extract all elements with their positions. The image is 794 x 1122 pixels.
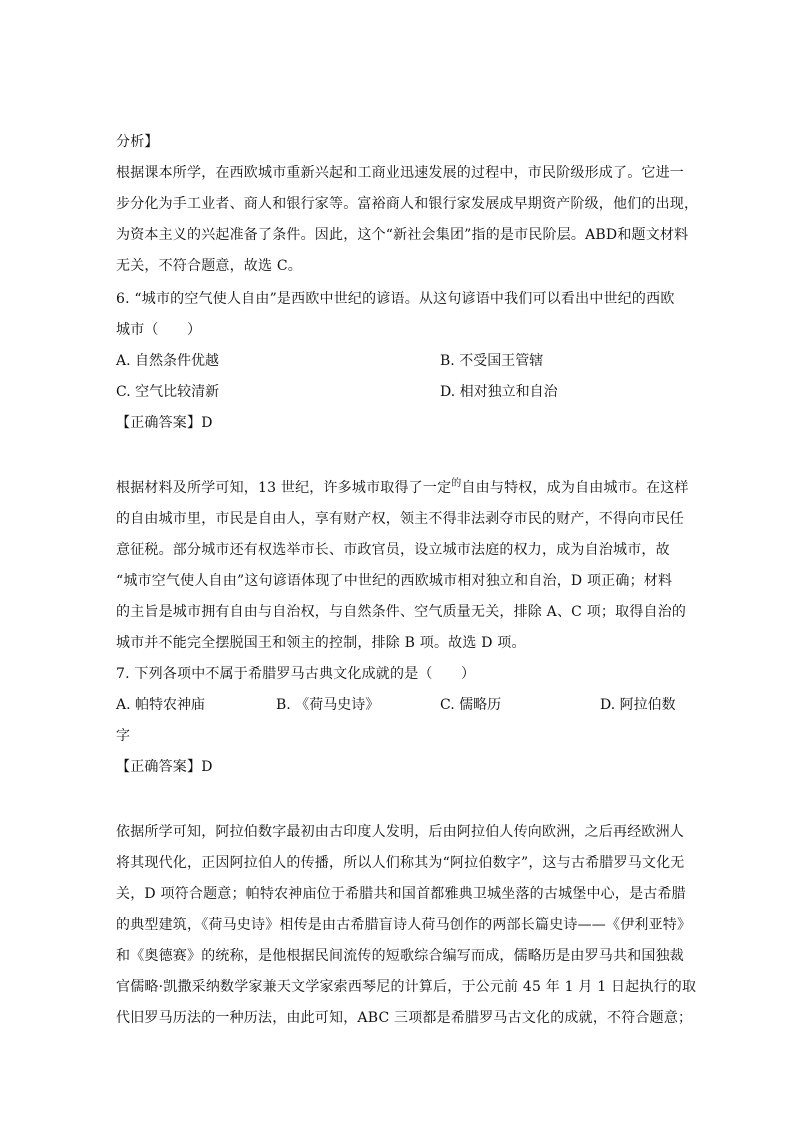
explanation-text: 根据材料及所学可知，13 世纪，许多城市取得了一定 [116,480,452,496]
paragraph-line: 为资本主义的兴起准备了条件。因此，这个“新社会集团”指的是市民阶层。ABD和题文材料 [116,227,689,243]
paragraph-line: 根据课本所学，在西欧城市重新兴起和工商业迅速发展的过程中，市民阶级形成了。它进一 [116,165,684,181]
q7-option-a: A. 帕特农神庙 [116,697,206,713]
q6-option-c: C. 空气比较清新 [116,384,220,400]
q7-explanation-line: 和《奥德赛》的统称，是他根据民间流传的短歌综合编写而成，儒略历是由罗马共和国独裁 [116,948,684,964]
q6-answer: 【正确答案】D [116,415,213,431]
q7-explanation-line: 代旧罗马历法的一种历法，由此可知，ABC 三项都是希腊罗马古文化的成就，不符合题意； [116,1010,693,1026]
paragraph-line: 步分化为手工业者、商人和银行家等。富裕商人和银行家发展成早期资产阶级，他们的出现， [116,196,699,212]
q7-option-c: C. 儒略历 [440,697,502,713]
q6-explanation-line: 的自由城市里，市民是自由人，享有财产权，领主不得非法剥夺市民的财产，不得向市民任 [116,511,684,527]
explanation-text: 自由与特权，成为自由城市。在这样 [461,480,689,496]
q7-option-d: D. 阿拉伯数 [600,697,676,713]
q7-explanation-line: 依据所学可知，阿拉伯数字最初由古印度人发明，后由阿拉伯人传向欧洲，之后再经欧洲人 [116,824,684,840]
q6-option-d: D. 相对独立和自治 [440,384,558,400]
q7-explanation-line: 关，D 项符合题意；帕特农神庙位于希腊共和国首都雅典卫城坐落的古城堡中心，是古希腊 [116,886,686,902]
q7-explanation-line: 的典型建筑，《荷马史诗》相传是由古希腊盲诗人荷马创作的两部长篇史诗——《伊利亚特》 [116,917,692,933]
q6-option-a: A. 自然条件优越 [116,353,220,369]
q7-answer: 【正确答案】D [116,759,213,775]
q6-explanation-line: 意征税。部分城市还有权选举市长、市政官员，设立城市法庭的权力，成为自治城市，故 [116,542,670,558]
superscript-char: 的 [451,478,462,489]
q7-option-b: B. 《荷马史诗》 [276,697,380,713]
q7-option-d-wrap: 字 [116,728,130,744]
q6-explanation-line: 城市并不能完全摆脱国王和领主的控制，排除 B 项。故选 D 项。 [116,635,526,651]
q6-explanation-line [116,478,689,500]
q7-explanation-line: 将其现代化，正因阿拉伯人的传播，所以人们称其为“阿拉伯数字”，这与古希腊罗马文化无 [116,855,685,871]
q6-option-b: B. 不受国王管辖 [440,353,544,369]
question-7-stem: 7. 下列各项中不属于希腊罗马古典文化成就的是（ ） [116,666,476,682]
q6-explanation-line: 的主旨是城市拥有自由与自治权，与自然条件、空气质量无关，排除 A、C 项；取得自治的 [116,604,687,620]
paragraph-line: 无关，不符合题意，故选 C。 [116,258,302,274]
question-6-stem: 城市（ ） [116,322,202,338]
q6-explanation-line: “城市空气使人自由”这句谚语体现了中世纪的西欧城市相对独立和自治，D 项正确；材料 [116,573,673,589]
analysis-heading: 分析】 [116,134,159,150]
question-6-stem: 6. “城市的空气使人自由”是西欧中世纪的谚语。从这句谚语中我们可以看出中世纪的西欧 [116,291,675,307]
q7-explanation-line: 官儒略·凯撒采纳数学家兼天文学家索西琴尼的计算后，于公元前 45 年 1 月 1 日起执行的取 [116,979,697,995]
